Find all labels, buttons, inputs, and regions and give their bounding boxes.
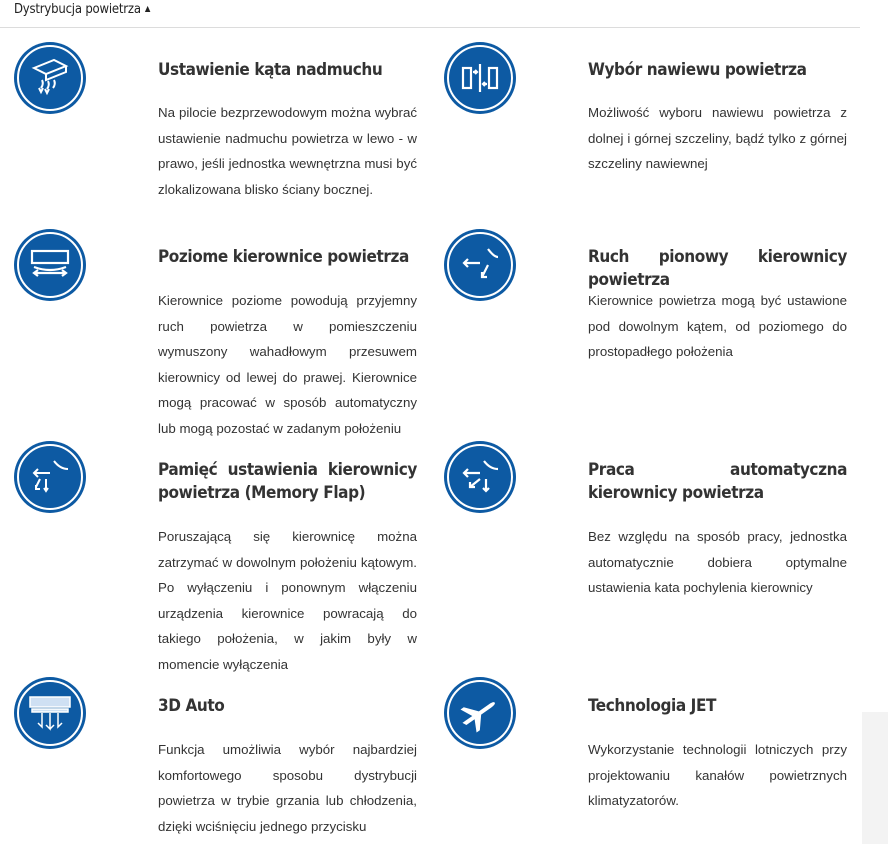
feature-description: Poruszającą się kierownicę można zatrzymać w dowolnym położeniu kątowym. Po wyłączeniu i ponownym włączeniu urządzenia kierownice powracają do takiego położenia, w jakim były w momencie wyłączenia xyxy=(158,529,417,672)
section-toggle[interactable] xyxy=(14,2,150,17)
feature-title: Wybór nawiewu powietrza xyxy=(588,60,807,80)
feature-description: Kierownice powietrza mogą być ustawione pod dowolnym kątem, od poziomego do prostopadłego położenia xyxy=(588,293,847,360)
feature-title: Ruch pionowy kierownicy powietrza xyxy=(588,247,847,290)
feature-title: Praca automatyczna kierownicy powietrza xyxy=(588,460,847,503)
feature-title: 3D Auto xyxy=(158,696,225,716)
airflow-select-icon xyxy=(444,42,516,114)
feature-description: Możliwość wyboru nawiewu powietrza z dolnej i górnej szczeliny, bądź tylko z górnej szczeliny nawiewnej xyxy=(588,105,847,172)
section-header xyxy=(0,0,860,28)
memory-flap-icon xyxy=(14,441,86,513)
feature-title: Pamięć ustawienia kierownicy powietrza (Memory Flap) xyxy=(158,460,417,503)
scrollbar-track[interactable] xyxy=(862,712,888,844)
feature-description: Kierownice poziome powodują przyjemny ruch powietrza w pomieszczeniu wymuszony wahadłowym przesuwem kierownicy od lewej do prawej. Kierownice mogą pracować w sposób automatyczny lub mogą pozostać w zadanym położeniu xyxy=(158,293,417,436)
airplane-icon xyxy=(444,677,516,749)
feature-description: Funkcja umożliwia wybór najbardziej komfortowego sposobu dystrybucji powietrza w trybie grzania lub chłodzenia, dzięki wciśnięciu jednego przycisku xyxy=(158,742,417,834)
horizontal-louver-icon xyxy=(14,229,86,301)
feature-description: Na pilocie bezprzewodowym można wybrać ustawienie nadmuchu powietrza w lewo - w prawo, jeśli jednostka wewnętrzna musi być zlokalizowana blisko ściany bocznej. xyxy=(158,105,417,197)
caret-up-icon: ▲ xyxy=(144,4,151,13)
swing-left-right-icon xyxy=(14,42,86,114)
3d-auto-icon xyxy=(14,677,86,749)
vertical-louver-icon xyxy=(444,229,516,301)
feature-description: Wykorzystanie technologii lotniczych przy projektowaniu kanałów powietrznych klimatyzatorów. xyxy=(588,742,847,809)
feature-description: Bez względu na sposób pracy, jednostka automatycznie dobiera optymalne ustawienia kata pochylenia kierownicy xyxy=(588,529,847,596)
section-title: Dystrybucja powietrza xyxy=(14,2,141,17)
auto-flap-icon xyxy=(444,441,516,513)
feature-title: Ustawienie kąta nadmuchu xyxy=(158,60,383,80)
feature-title: Poziome kierownice powietrza xyxy=(158,247,409,267)
feature-title: Technologia JET xyxy=(588,696,717,716)
